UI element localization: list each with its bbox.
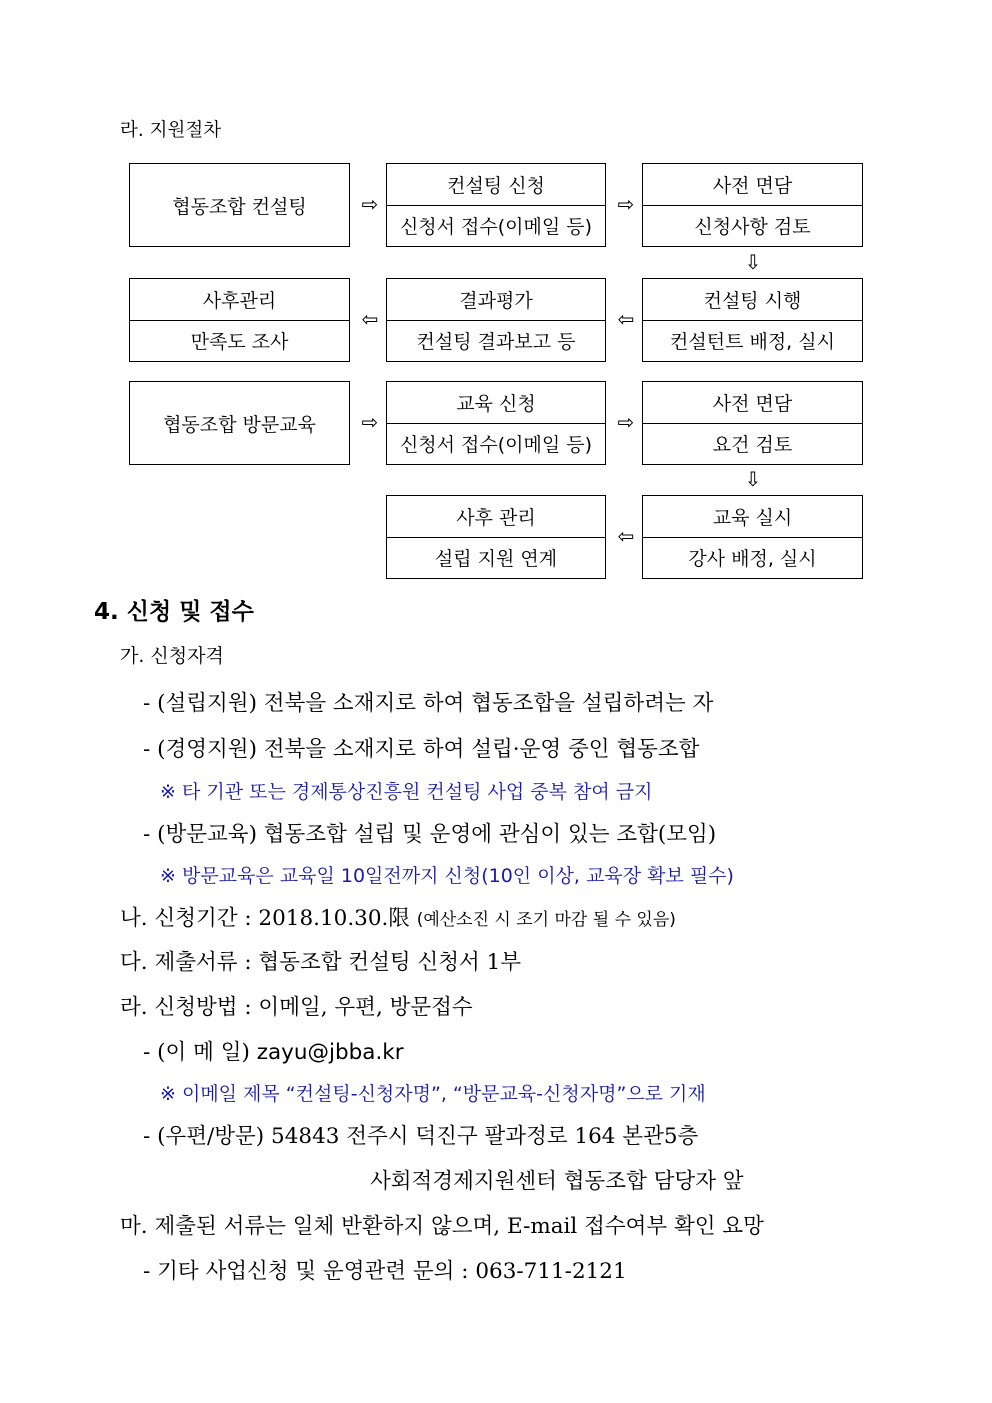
email-link[interactable]: zayu@jbba.kr [256,1040,404,1065]
qual-item-2: - (경영지원) 전북을 소재지로 하여 설립·운영 중인 협동조합 [143,737,700,762]
arrow-left-icon: ⇦ [617,524,635,548]
flow-label: 협동조합 방문교육 [163,413,316,436]
arrow-right-icon: ⇨ [617,410,635,434]
flow-edu-execute [642,495,863,579]
flow-title: 교육 신청 [387,382,605,424]
post-line: - (우편/방문) 54843 전주시 덕진구 팔과정로 164 본관5층 [143,1124,699,1149]
flow-title: 사전 면담 [643,164,862,206]
email-label: - (이 메 일) [143,1040,257,1065]
flow-sub: 강사 배정, 실시 [688,548,817,570]
flow-sub: 설립 지원 연계 [434,548,558,570]
flow-sub: 신청사항 검토 [694,216,811,238]
period-line [120,901,676,932]
flow-label: 협동조합 컨설팅 [172,195,307,218]
flow-consult-execute [642,278,863,362]
inquiry-line: - 기타 사업신청 및 운영관련 문의 : 063-711-2121 [143,1259,627,1284]
flow-sub: 신청서 접수(이메일 등) [399,216,593,238]
period-note: (예산소진 시 조기 마감 될 수 있음) [416,910,676,930]
flow-sub: 컨설턴트 배정, 실시 [670,331,835,353]
qual-note-2: ※ 방문교육은 교육일 10일전까지 신청(10인 이상, 교육장 확보 필수) [160,865,734,887]
arrow-right-icon: ⇨ [617,192,635,216]
arrow-right-icon: ⇨ [361,192,379,216]
flow-title: 교육 실시 [643,496,862,538]
flow-title: 사후관리 [130,279,349,321]
flow-consult-start [129,163,350,247]
flow-title: 결과평가 [387,279,605,321]
flow-title: 사전 면담 [643,382,862,424]
flow-consult-after [129,278,350,362]
flow-title: 컨설팅 시행 [643,279,862,321]
flow-consult-evaluate [386,278,606,362]
qual-note-1: ※ 타 기관 또는 경제통상진흥원 컨설팅 사업 중복 참여 금지 [160,781,653,803]
post-recipient: 사회적경제지원센터 협동조합 담당자 앞 [370,1169,744,1194]
period-text: 나. 신청기간 : 2018.10.30.限 [120,906,417,931]
arrow-left-icon: ⇦ [361,307,379,331]
arrow-right-icon: ⇨ [361,410,379,434]
flow-edu-apply [386,381,606,465]
flow-sub: 신청서 접수(이메일 등) [399,434,593,456]
qual-item-1: - (설립지원) 전북을 소재지로 하여 협동조합을 설립하려는 자 [143,691,714,716]
procedure-heading: 라. 지원절차 [120,120,222,141]
flow-edu-interview [642,381,863,465]
section-title: 4. 신청 및 접수 [94,599,254,625]
arrow-down-icon: ⇩ [744,250,762,274]
flow-consult-apply [386,163,606,247]
flow-sub: 만족도 조사 [190,331,289,353]
email-note: ※ 이메일 제목 “컨설팅-신청자명”, “방문교육-신청자명”으로 기재 [160,1083,706,1105]
flow-title: 사후 관리 [387,496,605,538]
flow-sub: 컨설팅 결과보고 등 [416,331,576,353]
qual-item-3: - (방문교육) 협동조합 설립 및 운영에 관심이 있는 조합(모임) [143,822,717,847]
method-line: 라. 신청방법 : 이메일, 우편, 방문접수 [120,995,473,1020]
arrow-down-icon: ⇩ [744,467,762,491]
documents-line: 다. 제출서류 : 협동조합 컨설팅 신청서 1부 [120,950,522,975]
flow-edu-start [129,381,350,465]
flow-title: 컨설팅 신청 [387,164,605,206]
qualification-heading: 가. 신청자격 [120,645,224,667]
flow-consult-interview [642,163,863,247]
return-notice: 마. 제출된 서류는 일체 반환하지 않으며, E-mail 접수여부 확인 요망 [120,1214,764,1239]
flow-edu-after [386,495,606,579]
email-line [143,1035,404,1066]
flow-sub: 요건 검토 [712,434,793,456]
arrow-left-icon: ⇦ [617,307,635,331]
